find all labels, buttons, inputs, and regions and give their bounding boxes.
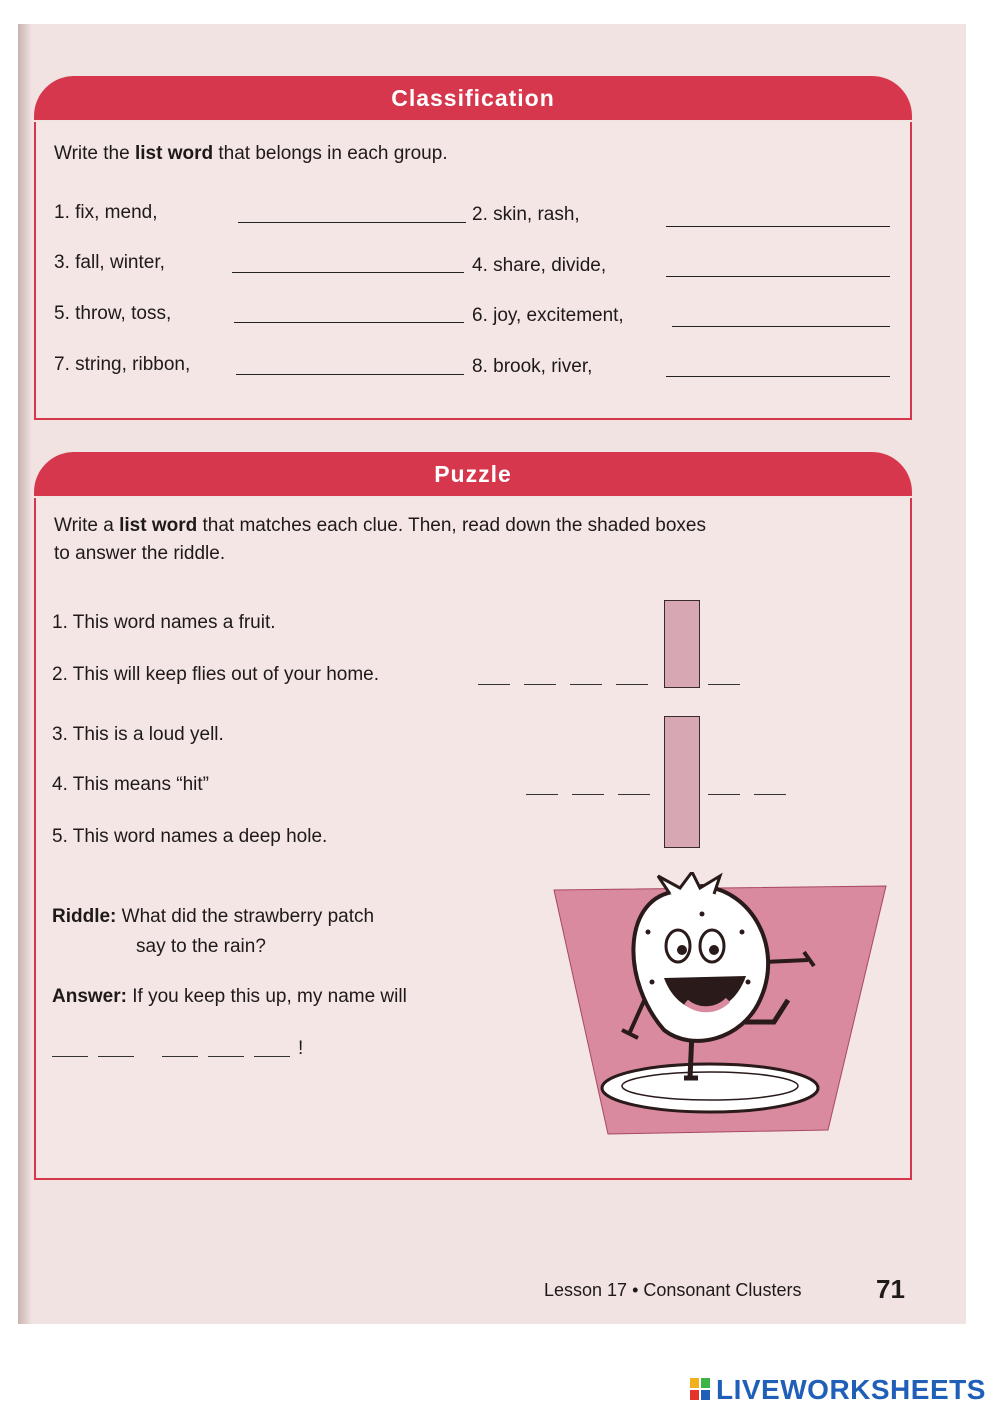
classification-instruction: Write the list word that belongs in each group. — [54, 143, 448, 164]
liveworksheets-logo-icon — [690, 1378, 712, 1402]
strawberry-illustration — [552, 872, 888, 1142]
answer-blank-8[interactable] — [666, 376, 890, 377]
puzzle-banner: Puzzle — [34, 452, 912, 496]
page-number: 71 — [876, 1274, 905, 1304]
letter-blank[interactable] — [618, 794, 650, 795]
page-binding-shadow — [18, 24, 32, 1324]
letter-blank[interactable] — [524, 684, 556, 685]
clue-3: 3. This is a loud yell. — [52, 724, 224, 745]
classification-section — [34, 85, 912, 420]
classification-item-4: 4. share, divide, — [472, 255, 607, 276]
shaded-box-column-top[interactable] — [664, 600, 700, 688]
classification-item-5: 5. throw, toss, — [54, 303, 172, 324]
puzzle-section — [34, 461, 912, 1180]
letter-blank[interactable] — [616, 684, 648, 685]
letter-blank[interactable] — [570, 684, 602, 685]
letter-blank[interactable] — [572, 794, 604, 795]
answer-blank-6[interactable] — [672, 326, 890, 327]
classification-banner: Classification — [34, 76, 912, 120]
answer-blank-3[interactable] — [232, 272, 464, 273]
answer-blank-4[interactable] — [666, 276, 890, 277]
letter-blank[interactable] — [478, 684, 510, 685]
riddle-answer-blank[interactable] — [98, 1056, 134, 1057]
answer-blank-7[interactable] — [236, 374, 464, 375]
answer-exclamation: ! — [298, 1038, 304, 1059]
riddle-answer-blank[interactable] — [162, 1056, 198, 1057]
classification-item-1: 1. fix, mend, — [54, 202, 158, 223]
letter-blank[interactable] — [708, 684, 740, 685]
clue-2: 2. This will keep flies out of your home. — [52, 664, 380, 685]
answer-text: Answer: If you keep this up, my name will — [52, 986, 407, 1007]
riddle-answer-blank[interactable] — [254, 1056, 290, 1057]
shaded-box-column-bottom[interactable] — [664, 716, 700, 848]
answer-blank-5[interactable] — [234, 322, 464, 323]
riddle-text: Riddle: What did the strawberry patch — [52, 906, 375, 927]
answer-blank-1[interactable] — [238, 222, 466, 223]
lesson-footer: Lesson 17 • Consonant Clusters — [544, 1280, 802, 1300]
classification-item-7: 7. string, ribbon, — [54, 354, 191, 375]
letter-blank[interactable] — [526, 794, 558, 795]
letter-blank[interactable] — [754, 794, 786, 795]
letter-blank[interactable] — [708, 794, 740, 795]
riddle-text-line2: say to the rain? — [136, 936, 266, 957]
puzzle-instruction: Write a list word that matches each clue. Then, read down the shaded boxes to answer the riddle. — [54, 515, 706, 564]
clue-1: 1. This word names a fruit. — [52, 612, 276, 633]
classification-item-2: 2. skin, rash, — [472, 204, 580, 225]
classification-item-6: 6. joy, excitement, — [472, 305, 624, 326]
clue-4: 4. This means “hit” — [52, 774, 209, 795]
answer-blank-2[interactable] — [666, 226, 890, 227]
riddle-answer-blank[interactable] — [52, 1056, 88, 1057]
classification-item-8: 8. brook, river, — [472, 356, 593, 377]
riddle-answer-blank[interactable] — [208, 1056, 244, 1057]
liveworksheets-brand: LIVEWORKSHEETS — [716, 1374, 986, 1405]
classification-item-3: 3. fall, winter, — [54, 252, 165, 273]
clue-5: 5. This word names a deep hole. — [52, 826, 328, 847]
